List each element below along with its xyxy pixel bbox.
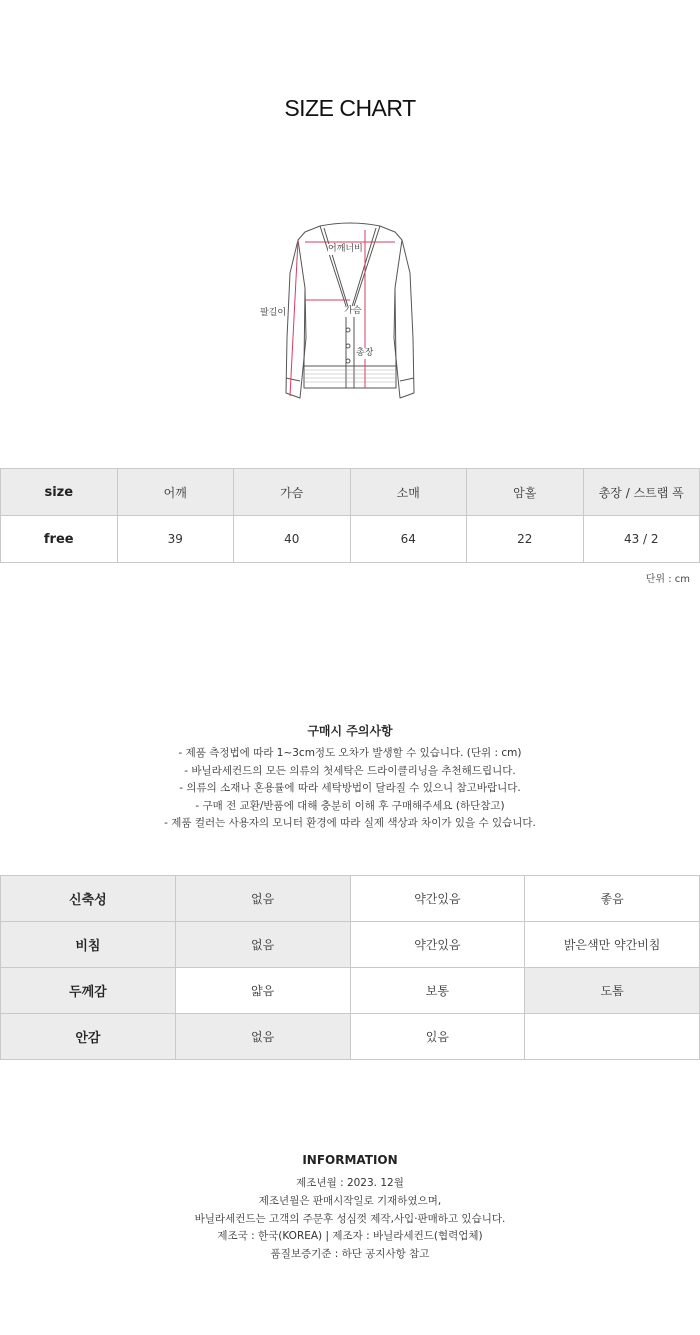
unit-note: 단위 : cm: [645, 574, 690, 585]
cardigan-diagram: [250, 218, 450, 408]
property-option: 얇음: [175, 968, 350, 1014]
property-name: 신축성: [1, 876, 176, 922]
table-row: [1, 516, 700, 563]
property-table: [0, 875, 700, 1060]
property-name: 비침: [1, 922, 176, 968]
value-cell: 64: [350, 516, 467, 563]
value-cell: 43 / 2: [583, 516, 700, 563]
property-option: 약간있음: [350, 876, 525, 922]
size-cell: free: [1, 516, 118, 563]
value-cell: 22: [467, 516, 584, 563]
header-cell: size: [1, 469, 118, 516]
header-cell: 어깨: [117, 469, 234, 516]
property-option: 없음: [175, 922, 350, 968]
information-line: 제조국 : 한국(KOREA) | 제조자 : 바닐라세컨드(협력업체): [217, 1230, 483, 1243]
value-cell: 39: [117, 516, 234, 563]
information-line: 품질보증기준 : 하단 공지사항 참고: [270, 1248, 430, 1261]
property-name: 두께감: [1, 968, 176, 1014]
property-name: 안감: [1, 1014, 176, 1060]
information-line: 바닐라세컨드는 고객의 주문후 성심껏 제작,사입·판매하고 있습니다.: [194, 1212, 506, 1225]
page-title: SIZE CHART: [284, 95, 416, 121]
information-line: 제조년월은 판매시작일로 기재하였으며,: [258, 1194, 442, 1207]
information-list: [0, 1175, 700, 1264]
property-row: [1, 1014, 700, 1060]
length-label: 총장: [356, 348, 374, 358]
value-cell: 40: [234, 516, 351, 563]
property-option: 없음: [175, 876, 350, 922]
header-cell: 소매: [350, 469, 467, 516]
property-row: [1, 968, 700, 1014]
property-row: [1, 876, 700, 922]
shoulder-label: 어깨너비: [328, 244, 363, 254]
notice-title: 구매시 주의사항: [307, 724, 393, 738]
property-option: 있음: [350, 1014, 525, 1060]
notice-item: - 제품 측정법에 따라 1~3cm정도 오차가 발생할 수 있습니다. (단위 : cm): [178, 747, 522, 759]
notice-item: - 바닐라세컨드의 모든 의류의 첫세탁은 드라이클리닝을 추천해드립니다.: [184, 764, 516, 777]
notice-item: - 제품 컬러는 사용자의 모니터 환경에 따라 실제 색상과 차이가 있을 수 있습니다.: [164, 817, 536, 830]
notice-item: - 구매 전 교환/반품에 대해 충분히 이해 후 구매해주세요 (하단참고): [195, 799, 505, 812]
property-option: 없음: [175, 1014, 350, 1060]
property-option: [525, 1014, 700, 1060]
property-option: 보통: [350, 968, 525, 1014]
property-option: 도톰: [525, 968, 700, 1014]
notice-list: [0, 745, 700, 833]
chest-label: 가슴: [344, 306, 362, 316]
property-option: 밝은색만 약간비침: [525, 922, 700, 968]
header-cell: 암홀: [467, 469, 584, 516]
property-row: [1, 922, 700, 968]
sleeve-label: 팔길이: [260, 308, 287, 318]
property-option: 좋음: [525, 876, 700, 922]
size-table-header-row: [1, 469, 700, 516]
size-table: [0, 468, 700, 563]
header-cell: 총장 / 스트랩 폭: [583, 469, 700, 516]
information-line: 제조년월 : 2023. 12월: [296, 1177, 404, 1189]
property-option: 약간있음: [350, 922, 525, 968]
notice-item: - 의류의 소재나 혼용률에 따라 세탁방법이 달라질 수 있으니 참고바랍니다.: [179, 782, 521, 795]
information-title: INFORMATION: [302, 1153, 398, 1167]
header-cell: 가슴: [234, 469, 351, 516]
